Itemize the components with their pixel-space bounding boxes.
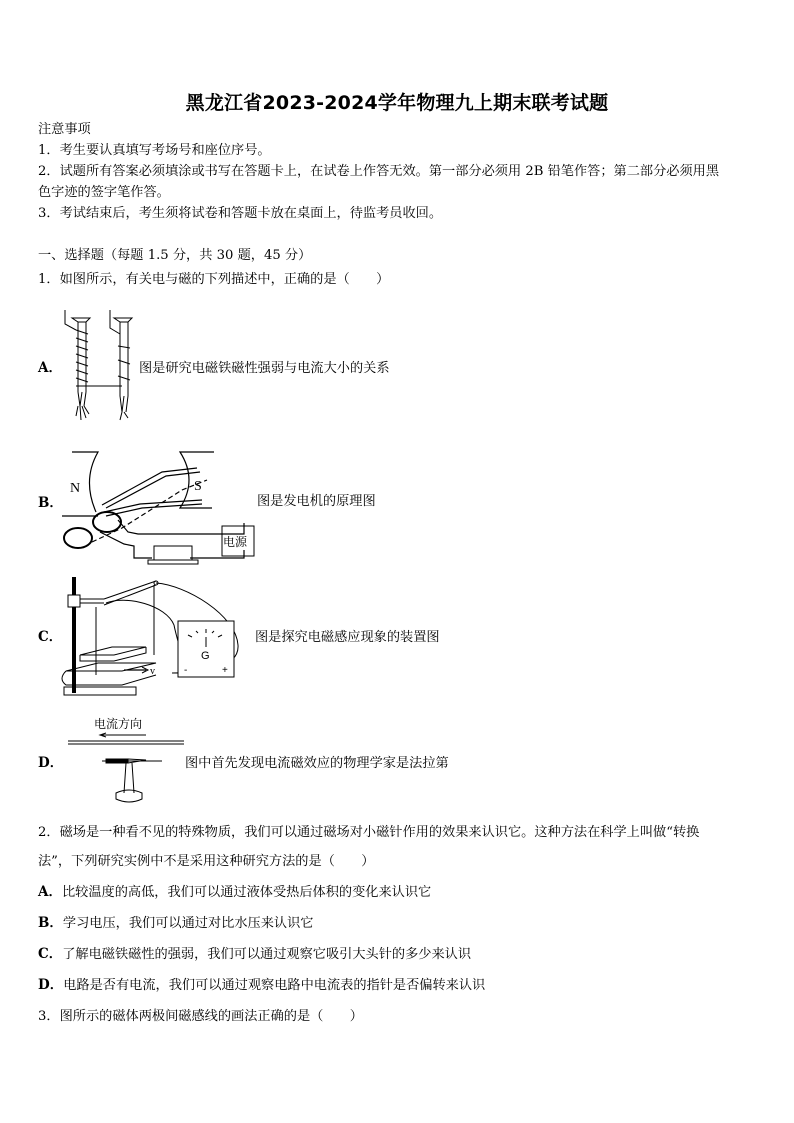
motor-principle-diagram [62, 450, 257, 560]
velocity-label: v [150, 666, 155, 677]
q1-option-c-label: C． [38, 629, 63, 645]
q2-option-c [38, 946, 471, 963]
q1-option-d-label: D． [38, 755, 64, 771]
q2-option-b-label: B． [38, 915, 63, 931]
two-nail-electromagnets-diagram [62, 308, 147, 428]
q1-option-a-label: A． [38, 360, 62, 376]
question-1-stem: 1．如图所示，有关电与磁的下列描述中，正确的是（ ） [38, 272, 390, 287]
q2-option-a-text: 比较温度的高低，我们可以通过液体受热后体积的变化来认识它 [61, 885, 432, 900]
electromagnetic-induction-diagram [66, 575, 256, 700]
notice-item-1: 1．考生要认真填写考场号和座位序号。 [38, 143, 271, 158]
question-3-stem: 3．图所示的磁体两极间磁感线的画法正确的是（ ） [38, 1009, 363, 1024]
question-2-stem-line2: 法”，下列研究实例中不是采用这种研究方法的是（ ） [38, 854, 375, 869]
notice-item-3: 3．考试结束后，考生须将试卷和答题卡放在桌面上，待监考员收回。 [38, 206, 443, 221]
q1-option-b-text: 图是发电机的原理图 [257, 494, 376, 509]
notice-item-2: 2．试题所有答案必须填涂或书写在答题卡上，在试卷上作答无效。第一部分必须用 2B 铅笔作答；第二部分必须用黑 [38, 164, 720, 179]
q2-option-b-text: 学习电压，我们可以通过对比水压来认识它 [62, 916, 314, 931]
notice-heading: 注意事项 [38, 122, 91, 137]
q1-option-b-label: B． [38, 495, 63, 511]
galvanometer-plus: + [222, 665, 228, 676]
q2-option-d-text: 电路是否有电流，我们可以通过观察电路中电流表的指针是否偏转来认识 [63, 978, 486, 993]
q1-option-c-text: 图是探究电磁感应现象的装置图 [255, 630, 440, 645]
notice-item-2-cont: 色字迹的签字笔作答。 [38, 185, 170, 200]
q2-option-c-text: 了解电磁铁磁性的强弱，我们可以通过观察它吸引大头针的多少来认识 [62, 947, 472, 962]
q2-option-b [38, 915, 313, 932]
question-2-stem-line1: 2．磁场是一种看不见的特殊物质，我们可以通过磁场对小磁针作用的效果来认识它。这种方法在科学上叫做“转换 [38, 825, 700, 840]
north-pole-label: N [70, 481, 81, 496]
q2-option-d [38, 977, 485, 994]
galvanometer-minus: - [184, 665, 188, 676]
section-heading: 一、选择题（每题 1.5 分，共 30 题，45 分） [38, 248, 312, 263]
q2-option-d-label: D． [38, 977, 64, 993]
south-pole-label: S [194, 479, 202, 494]
q2-option-c-label: C． [38, 946, 63, 962]
q1-option-a-text: 图是研究电磁铁磁性强弱与电流大小的关系 [139, 361, 390, 376]
q2-option-a-label: A． [38, 884, 62, 900]
page-title: 黑龙江省2023-2024学年物理九上期末联考试题 [185, 92, 609, 114]
current-direction-label: 电流方向 [94, 717, 143, 731]
galvanometer-label: G [201, 650, 210, 662]
power-source-label: 电源 [223, 535, 248, 549]
q1-option-d-text: 图中首先发现电流磁效应的物理学家是法拉第 [185, 756, 449, 771]
q2-option-a [38, 884, 431, 901]
oersted-experiment-diagram [66, 715, 191, 810]
